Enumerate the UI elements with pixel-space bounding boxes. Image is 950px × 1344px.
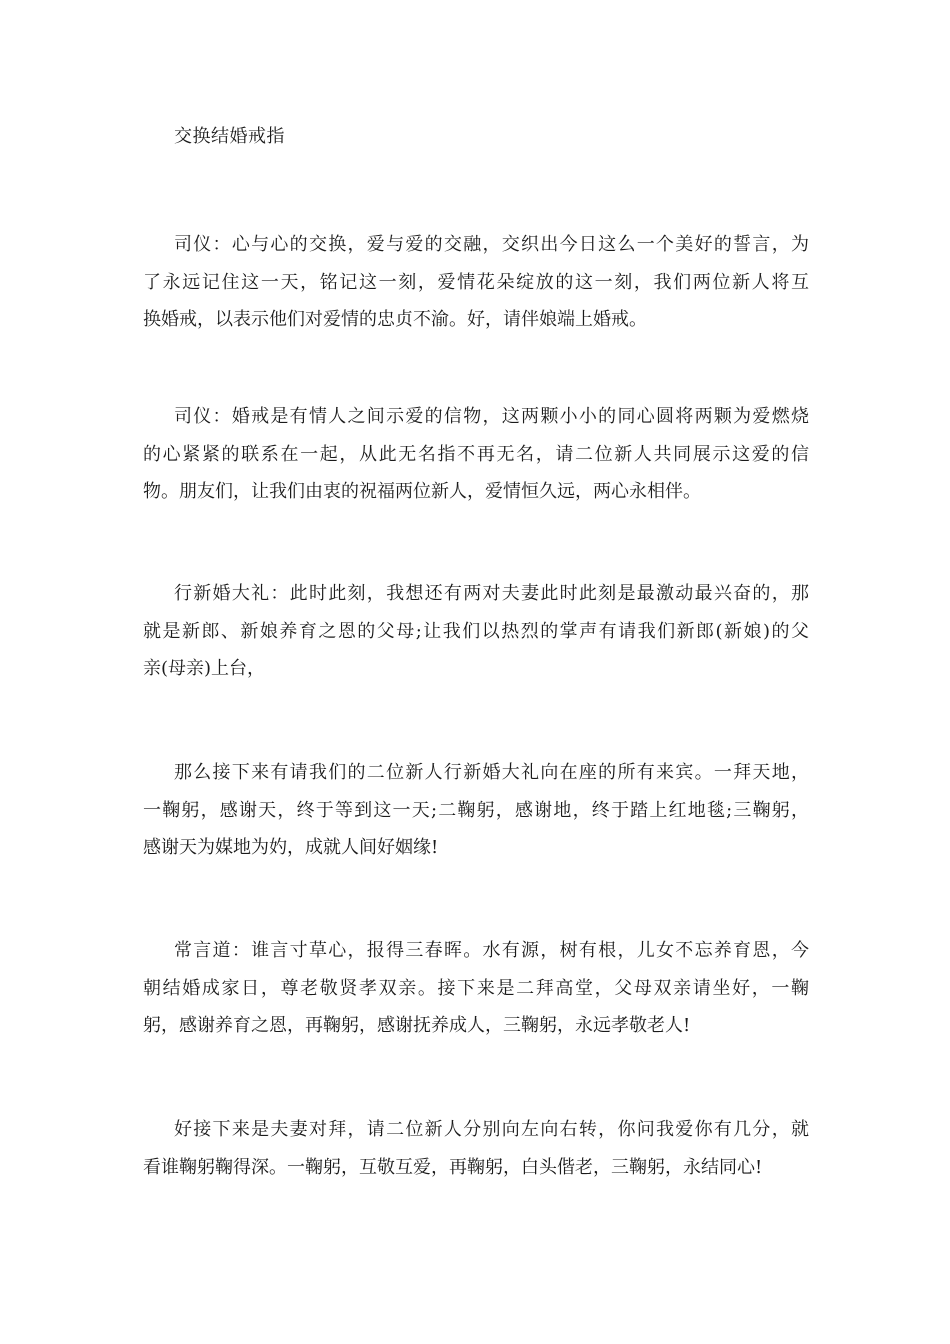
paragraph-line: 司仪：心与心的交换，爱与爱的交融，交织出今日这么一个美好的誓言，为: [174, 234, 809, 255]
paragraph-line: 换婚戒，以表示他们对爱情的忠贞不渝。好，请伴娘端上婚戒。: [143, 309, 647, 330]
paragraph-line: 司仪：婚戒是有情人之间示爱的信物，这两颗小小的同心圆将两颗为爱燃烧: [174, 406, 809, 427]
paragraph-line: 一鞠躬，感谢天，终于等到这一天;二鞠躬，感谢地，终于踏上红地毯;三鞠躬，: [143, 799, 809, 821]
paragraph-wedding-ceremony: [143, 575, 809, 688]
paragraph-line: 物。朋友们，让我们由衷的祝福两位新人，爱情恒久远，两心永相伴。: [143, 481, 701, 502]
paragraph-line: 看谁鞠躬鞠得深。一鞠躬，互敬互爱，再鞠躬，白头偕老，三鞠躬，永结同心!: [143, 1156, 763, 1178]
paragraph-bow-each-other: [143, 1111, 809, 1186]
paragraph-line: 感谢天为媒地为妁，成就人间好姻缘!: [143, 837, 439, 858]
paragraph-line: 常言道：谁言寸草心，报得三春晖。水有源，树有根，儿女不忘养育恩，今: [174, 940, 809, 961]
paragraph-bow-parents: [143, 932, 809, 1045]
paragraph-line: 朝结婚成家日，尊老敬贤孝双亲。接下来是二拜高堂，父母双亲请坐好，一鞠: [143, 977, 809, 999]
paragraph-line: 亲(母亲)上台，: [143, 658, 266, 679]
paragraph-ring-token: [143, 398, 809, 511]
paragraph-exchange-rings-intro: [143, 226, 809, 339]
paragraph-line: 好接下来是夫妻对拜，请二位新人分别向左向右转，你问我爱你有几分，就: [174, 1119, 809, 1140]
paragraph-bow-heaven-earth: [143, 754, 809, 867]
paragraph-line: 行新婚大礼：此时此刻，我想还有两对夫妻此时此刻是最激动最兴奋的，那: [174, 583, 809, 604]
paragraph-line: 躬，感谢养育之恩，再鞠躬，感谢抚养成人，三鞠躬，永远孝敬老人!: [143, 1015, 691, 1036]
paragraph-line: 了永远记住这一天，铭记这一刻，爱情花朵绽放的这一刻，我们两位新人将互: [143, 271, 809, 293]
paragraph-line: 那么接下来有请我们的二位新人行新婚大礼向在座的所有来宾。一拜天地，: [174, 762, 809, 783]
paragraph-line: 就是新郎、新娘养育之恩的父母;让我们以热烈的掌声有请我们新郎(新娘)的父: [143, 620, 809, 642]
paragraph-line: 的心紧紧的联系在一起，从此无名指不再无名，请二位新人共同展示这爱的信: [143, 443, 809, 465]
document-heading: 交换结婚戒指: [174, 126, 285, 147]
